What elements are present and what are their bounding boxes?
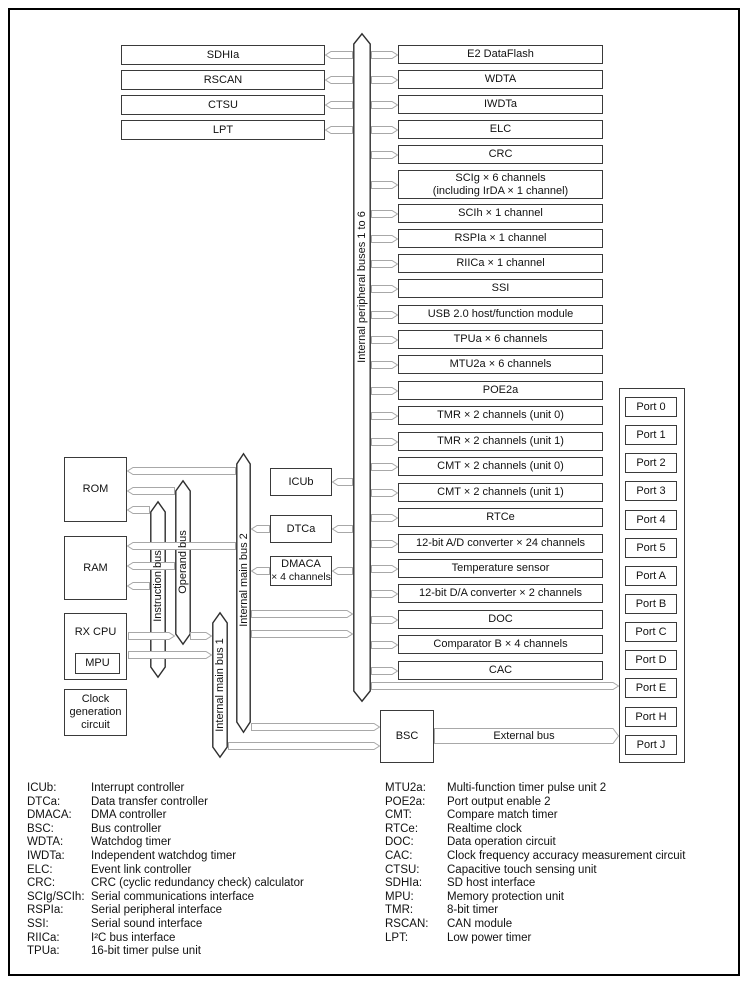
peripheral-module-label: MTU2a × 6 channels bbox=[449, 358, 552, 370]
legend-row bbox=[385, 891, 685, 905]
module-lpt bbox=[121, 120, 325, 140]
port-block-0-label: Port 0 bbox=[636, 400, 666, 413]
bus-connector-arrow bbox=[371, 590, 398, 598]
peripheral-module bbox=[398, 483, 603, 502]
bus-connector-arrow bbox=[228, 742, 380, 750]
legend-term: MTU2a: bbox=[385, 782, 426, 794]
peripheral-module bbox=[398, 330, 603, 349]
legend-row bbox=[27, 864, 304, 878]
peripheral-module bbox=[398, 559, 603, 578]
main-bus-1-label: Internal main bus 1 bbox=[214, 638, 226, 732]
legend-term: RSPIa: bbox=[27, 904, 64, 917]
legend-row bbox=[27, 918, 304, 932]
legend-term: TPUa: bbox=[27, 945, 60, 958]
bus-connector-arrow bbox=[371, 489, 398, 497]
legend-row bbox=[27, 904, 304, 918]
peripheral-module-label: E2 DataFlash bbox=[467, 48, 534, 60]
legend-row bbox=[27, 836, 304, 850]
port-block-4 bbox=[625, 510, 677, 530]
legend-term: WDTA: bbox=[27, 836, 64, 849]
bus-connector-arrow bbox=[371, 616, 398, 624]
icub-block bbox=[270, 468, 332, 496]
operand-bus-label: Operand bus bbox=[177, 530, 189, 594]
peripheral-module-label: TMR × 2 channels (unit 1) bbox=[437, 435, 564, 447]
legend-description: Serial sound interface bbox=[91, 917, 203, 930]
dtca-label: DTCa bbox=[286, 522, 316, 535]
port-block-5 bbox=[625, 538, 677, 558]
bus-connector-arrow bbox=[371, 76, 398, 84]
dtca-block bbox=[270, 515, 332, 543]
bus-connector-arrow bbox=[332, 525, 353, 533]
bus-connector-arrow bbox=[371, 361, 398, 369]
legend-row bbox=[385, 918, 685, 932]
peripheral-module-label: RIICa × 1 channel bbox=[456, 257, 545, 269]
mpu-label: MPU bbox=[85, 657, 110, 669]
module-lpt-label: LPT bbox=[212, 123, 234, 136]
peripheral-module bbox=[398, 381, 603, 400]
legend-term: CAC: bbox=[385, 849, 413, 862]
bus-connector-arrow bbox=[371, 540, 398, 548]
legend-description: CRC (cyclic redundancy check) calculator bbox=[91, 877, 304, 890]
bus-connector-arrow bbox=[371, 210, 398, 218]
legend-description: Low power timer bbox=[447, 931, 532, 944]
legend-description: DMA controller bbox=[91, 809, 167, 822]
peripheral-module bbox=[398, 661, 603, 680]
legend-row bbox=[385, 836, 685, 850]
legend-description: Compare match timer bbox=[447, 809, 558, 822]
peripheral-module-label: TPUa × 6 channels bbox=[453, 333, 548, 345]
bus-connector-arrow bbox=[371, 260, 398, 268]
peripheral-module bbox=[398, 229, 603, 248]
legend-row bbox=[385, 877, 685, 891]
port-block-0 bbox=[625, 397, 677, 417]
bus-connector-arrow bbox=[251, 525, 270, 533]
bsc-label: BSC bbox=[395, 730, 419, 742]
ram-block bbox=[64, 536, 127, 600]
peripheral-module-label: SCIh × 1 channel bbox=[458, 207, 543, 219]
legend-row bbox=[27, 823, 304, 837]
peripheral-module-label: 12-bit D/A converter × 2 channels bbox=[419, 587, 582, 599]
legend-row bbox=[27, 796, 304, 810]
legend-description: 8-bit timer bbox=[447, 904, 499, 917]
legend-description: Data operation circuit bbox=[447, 836, 556, 849]
bus-connector-arrow bbox=[127, 562, 175, 570]
bus-connector-arrow bbox=[371, 126, 398, 134]
peripheral-module-label: Temperature sensor bbox=[451, 562, 550, 574]
bsc-block bbox=[380, 710, 434, 763]
port-block-d-label: Port D bbox=[635, 653, 667, 666]
legend-description: CAN module bbox=[447, 917, 513, 930]
peripheral-module bbox=[398, 204, 603, 223]
peripheral-module-label: POE2a bbox=[482, 384, 519, 396]
legend-row bbox=[27, 945, 304, 959]
legend-term: RSCAN: bbox=[385, 917, 429, 930]
ram-label: RAM bbox=[83, 561, 108, 574]
peripheral-module-label: USB 2.0 host/function module bbox=[427, 308, 574, 320]
peripheral-module bbox=[398, 70, 603, 89]
legend-term: RTCe: bbox=[385, 822, 419, 835]
port-block-3 bbox=[625, 481, 677, 501]
legend-term: DOC: bbox=[385, 836, 414, 849]
port-block-b bbox=[625, 594, 677, 614]
legend-term: POE2a: bbox=[385, 795, 426, 808]
peripheral-module bbox=[398, 534, 603, 553]
port-block-a bbox=[625, 566, 677, 586]
bus-connector-arrow bbox=[371, 181, 398, 189]
bus-connector-arrow bbox=[371, 235, 398, 243]
internal-peripheral-bus bbox=[353, 33, 371, 702]
peripheral-module bbox=[398, 120, 603, 139]
legend-term: CRC: bbox=[27, 877, 56, 890]
bus-connector-arrow bbox=[371, 412, 398, 420]
module-sdhia-label: SDHIa bbox=[206, 48, 240, 61]
dmaca-label-line2: × 4 channels bbox=[271, 571, 331, 583]
port-block-1-label: Port 1 bbox=[636, 428, 666, 441]
bus-connector-arrow bbox=[127, 467, 236, 475]
peripheral-module bbox=[398, 305, 603, 324]
peripheral-module bbox=[398, 279, 603, 298]
clock-label-line1: Clock bbox=[81, 693, 110, 705]
legend-row bbox=[385, 864, 685, 878]
legend-left-column bbox=[27, 782, 304, 959]
legend-term: SCIg/SCIh: bbox=[27, 890, 85, 903]
main-bus-2-label: Internal main bus 2 bbox=[238, 533, 250, 627]
bus-connector-arrow bbox=[251, 723, 380, 731]
legend-term: MPU: bbox=[385, 890, 414, 903]
port-block-h bbox=[625, 707, 677, 727]
peripheral-module-label: ELC bbox=[489, 123, 512, 135]
module-ctsu-label: CTSU bbox=[208, 98, 238, 111]
legend-term: ELC: bbox=[27, 863, 53, 876]
bus-connector-arrow bbox=[251, 610, 353, 618]
peripheral-module-label: CMT × 2 channels (unit 0) bbox=[437, 460, 564, 472]
legend-term: DMACA: bbox=[27, 809, 72, 822]
legend-description: 16-bit timer pulse unit bbox=[91, 945, 201, 958]
port-block-c bbox=[625, 622, 677, 642]
bus-connector-arrow bbox=[371, 641, 398, 649]
module-ctsu bbox=[121, 95, 325, 115]
port-block-5-label: Port 5 bbox=[636, 541, 666, 554]
legend-row bbox=[27, 891, 304, 905]
bus-connector-arrow bbox=[251, 567, 270, 575]
bus-connector-arrow bbox=[128, 651, 212, 659]
peripheral-module-label: CRC bbox=[488, 148, 513, 160]
peripheral-module-label: WDTA bbox=[484, 73, 517, 85]
port-block-e bbox=[625, 678, 677, 698]
legend-term: IWDTa: bbox=[27, 849, 65, 862]
peripheral-module-label: Comparator B × 4 channels bbox=[433, 638, 568, 650]
bus-connector-arrow bbox=[371, 101, 398, 109]
legend-description: I²C bus interface bbox=[91, 931, 176, 944]
peripheral-module-label: RSPIa × 1 channel bbox=[454, 232, 547, 244]
bus-connector-arrow bbox=[127, 506, 150, 514]
module-rscan bbox=[121, 70, 325, 90]
peripheral-module-label: IWDTa bbox=[484, 98, 517, 110]
legend-description: Event link controller bbox=[91, 863, 192, 876]
peripheral-module bbox=[398, 45, 603, 64]
legend-row bbox=[385, 823, 685, 837]
bus-connector-arrow bbox=[332, 567, 353, 575]
clock-label-line2: generation bbox=[69, 706, 122, 718]
legend-term: RIICa: bbox=[27, 931, 60, 944]
bus-connector-arrow bbox=[127, 487, 175, 495]
port-block-1 bbox=[625, 425, 677, 445]
external-bus-label: External bus bbox=[493, 730, 555, 742]
port-block-j-label: Port J bbox=[636, 738, 666, 751]
port-block-j bbox=[625, 735, 677, 755]
legend-row bbox=[27, 932, 304, 946]
legend-term: LPT: bbox=[385, 931, 409, 944]
bus-connector-arrow bbox=[371, 387, 398, 395]
legend-row bbox=[385, 782, 685, 796]
peripheral-module bbox=[398, 145, 603, 164]
legend-description: Watchdog timer bbox=[91, 836, 172, 849]
instruction-bus-label: Instruction bus bbox=[152, 550, 164, 622]
port-block-a-label: Port A bbox=[636, 569, 666, 582]
port-block-b-label: Port B bbox=[635, 597, 667, 610]
legend-description: SD host interface bbox=[447, 877, 536, 890]
port-block-e-label: Port E bbox=[635, 681, 667, 694]
legend-row bbox=[27, 877, 304, 891]
legend-description: Realtime clock bbox=[447, 822, 522, 835]
bus-connector-arrow bbox=[371, 667, 398, 675]
legend-row bbox=[385, 796, 685, 810]
peripheral-module bbox=[398, 406, 603, 425]
peripheral-module bbox=[398, 508, 603, 527]
module-sdhia bbox=[121, 45, 325, 65]
dmaca-label-line1: DMACA bbox=[281, 558, 321, 570]
legend-term: SDHIa: bbox=[385, 877, 423, 890]
legend-description: Port output enable 2 bbox=[447, 795, 551, 808]
legend-row bbox=[27, 850, 304, 864]
bus-connector-arrow bbox=[371, 514, 398, 522]
bus-connector-arrow bbox=[127, 582, 150, 590]
bus-connector-arrow bbox=[371, 438, 398, 446]
port-block-2-label: Port 2 bbox=[636, 456, 666, 469]
peripheral-module-label: CAC bbox=[488, 664, 513, 676]
legend-row bbox=[385, 932, 685, 946]
legend-description: Multi-function timer pulse unit 2 bbox=[447, 782, 607, 794]
port-block-d bbox=[625, 650, 677, 670]
bus-connector-arrow bbox=[371, 151, 398, 159]
mpu-block bbox=[75, 653, 120, 674]
peripheral-module bbox=[398, 355, 603, 374]
peripheral-module-label: DOC bbox=[488, 613, 513, 625]
legend-term: TMR: bbox=[385, 904, 414, 917]
peripheral-module-label-line2: (including IrDA × 1 channel) bbox=[432, 184, 569, 197]
bus-connector-arrow bbox=[371, 463, 398, 471]
peripheral-bus-label: Internal peripheral buses 1 to 6 bbox=[356, 211, 368, 363]
legend-term: ICUb: bbox=[27, 782, 57, 794]
legend-row bbox=[27, 809, 304, 823]
dmaca-block bbox=[270, 556, 332, 586]
legend-term: CMT: bbox=[385, 809, 412, 822]
legend-term: SSI: bbox=[27, 917, 49, 930]
bus-connector-arrow bbox=[371, 311, 398, 319]
bus-connector-arrow bbox=[325, 76, 353, 84]
legend-description: Clock frequency accuracy measurement circuit bbox=[447, 849, 686, 862]
bus-connector-arrow bbox=[128, 632, 175, 640]
peripheral-module bbox=[398, 457, 603, 476]
peripheral-module bbox=[398, 610, 603, 629]
peripheral-module bbox=[398, 170, 603, 199]
legend-row bbox=[385, 904, 685, 918]
port-block-h-label: Port H bbox=[635, 710, 667, 723]
legend-description: Serial peripheral interface bbox=[91, 904, 223, 917]
port-block-2 bbox=[625, 453, 677, 473]
cpu-label: RX CPU bbox=[74, 626, 117, 638]
clock-generation-block bbox=[64, 689, 127, 736]
peripheral-module bbox=[398, 254, 603, 273]
peripheral-module bbox=[398, 584, 603, 603]
peripheral-module-label: 12-bit A/D converter × 24 channels bbox=[415, 537, 586, 549]
bus-connector-arrow bbox=[332, 478, 353, 486]
legend-description: Independent watchdog timer bbox=[91, 849, 237, 862]
peripheral-module bbox=[398, 635, 603, 654]
icub-label: ICUb bbox=[288, 475, 314, 488]
bus-connector-arrow bbox=[325, 51, 353, 59]
legend-description: Capacitive touch sensing unit bbox=[447, 863, 597, 876]
bus-connector-arrow bbox=[190, 632, 212, 640]
peripheral-module-label: CMT × 2 channels (unit 1) bbox=[437, 486, 564, 498]
bus-connector-arrow bbox=[371, 682, 619, 690]
port-block-4-label: Port 4 bbox=[636, 513, 666, 526]
legend-term: BSC: bbox=[27, 822, 54, 835]
module-rscan-label: RSCAN bbox=[203, 73, 243, 86]
port-block-3-label: Port 3 bbox=[636, 484, 666, 497]
peripheral-module bbox=[398, 95, 603, 114]
port-block-c-label: Port C bbox=[635, 625, 667, 638]
legend-description: Data transfer controller bbox=[91, 795, 208, 808]
legend-description: Bus controller bbox=[91, 822, 162, 835]
bus-connector-arrow bbox=[251, 630, 353, 638]
peripheral-module-label-line1: SCIg × 6 channels bbox=[455, 171, 546, 184]
bus-connector-arrow bbox=[325, 101, 353, 109]
legend-row bbox=[385, 809, 685, 823]
legend-description: Serial communications interface bbox=[91, 890, 254, 903]
bus-connector-arrow bbox=[371, 565, 398, 573]
legend-description: Interrupt controller bbox=[91, 782, 185, 794]
peripheral-module-label: RTCe bbox=[486, 511, 515, 523]
legend-term: DTCa: bbox=[27, 795, 61, 808]
legend-description: Memory protection unit bbox=[447, 890, 564, 903]
legend-term: CTSU: bbox=[385, 863, 420, 876]
bus-connector-arrow bbox=[325, 126, 353, 134]
rom-label: ROM bbox=[82, 483, 109, 495]
legend-row bbox=[27, 782, 304, 796]
peripheral-module bbox=[398, 432, 603, 451]
clock-label-line3: circuit bbox=[81, 719, 110, 731]
bus-connector-arrow bbox=[371, 285, 398, 293]
legend-row bbox=[385, 850, 685, 864]
bus-connector-arrow bbox=[371, 51, 398, 59]
rom-block bbox=[64, 457, 127, 522]
bus-connector-arrow bbox=[371, 336, 398, 344]
peripheral-module-label: SSI bbox=[491, 282, 510, 294]
peripheral-module-label: TMR × 2 channels (unit 0) bbox=[437, 409, 564, 421]
legend-right-column bbox=[385, 782, 685, 945]
